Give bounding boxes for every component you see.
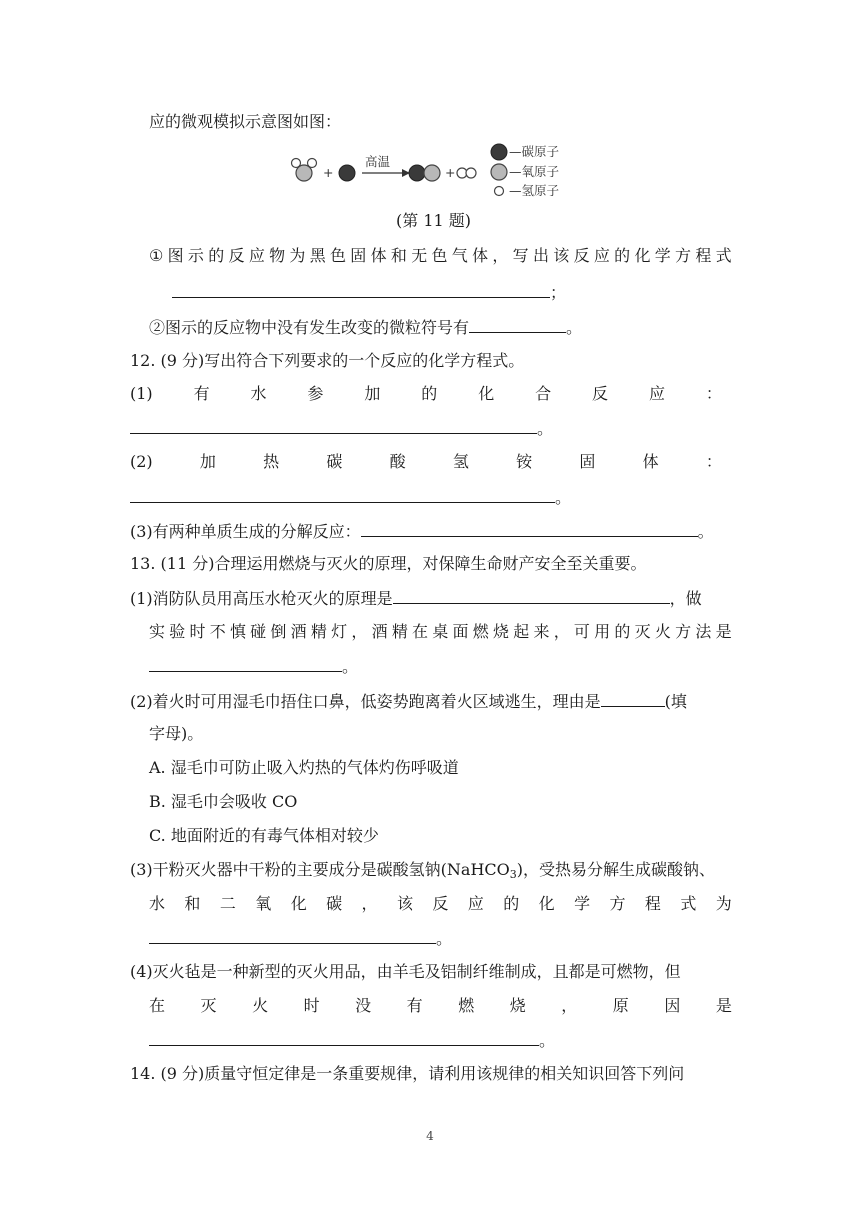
co-molecule-icon <box>409 165 440 181</box>
legend-oxygen-label: —氧原子 <box>509 164 560 179</box>
q11-item1-answer-line: ； <box>172 281 566 303</box>
water-molecule-icon <box>292 159 317 182</box>
q13-item4-line2: 在 灭 火 时 没 有 燃 烧 ， 原 因 是 <box>149 996 732 1015</box>
plus-sign-1: + <box>323 165 334 180</box>
q13-item3-line1: (3)干粉灭火器中干粉的主要成分是碳酸氢钠(NaHCO$_3$)，受热易分解生成碳酸钠、 <box>130 860 716 881</box>
q12-heading: 12. (9 分)写出符合下列要求的一个反应的化学方程式。 <box>130 351 525 370</box>
legend-carbon-icon <box>491 144 507 160</box>
q13-item1-line1: (1)消防队员用高压水枪灭火的原理是 ，做 <box>130 589 702 608</box>
q13-item4-answer-line: 。 <box>149 1029 555 1051</box>
plus-sign-2: + <box>445 165 456 180</box>
q13-answer-blank-5[interactable] <box>149 1029 539 1046</box>
legend-carbon-label: —碳原子 <box>509 144 560 159</box>
reaction-arrow-icon <box>362 169 410 177</box>
q13-answer-blank-1[interactable] <box>393 587 670 604</box>
carbon-atom-icon <box>339 165 355 181</box>
reaction-diagram <box>288 140 578 202</box>
q14-heading: 14. (9 分)质量守恒定律是一条重要规律，请利用该规律的相关知识回答下列问 <box>130 1064 685 1083</box>
q12-item1: (1) 有 水 参 加 的 化 合 反 应 ： <box>130 384 722 403</box>
q13-option-b: B. 湿毛巾会吸收 CO <box>149 792 298 811</box>
h2-molecule-icon <box>457 168 476 178</box>
q12-answer-blank-2[interactable] <box>130 486 555 503</box>
q13-item1-answer-line: 。 <box>149 655 358 677</box>
q13-item2-line1: (2)着火时可用湿毛巾捂住口鼻，低姿势跑离着火区域逃生，理由是 (填 <box>130 692 687 711</box>
page-number: 4 <box>426 1129 434 1143</box>
q11-answer-blank-2[interactable] <box>469 316 566 333</box>
legend-oxygen-icon <box>491 164 507 180</box>
diagram-caption: (第 11 题) <box>396 211 472 230</box>
q13-item3-line2: 水 和 二 氧 化 碳 ， 该 反 应 的 化 学 方 程 式 为 <box>149 894 732 913</box>
q13-item3-answer-line: 。 <box>149 927 452 949</box>
q13-answer-blank-2[interactable] <box>149 655 342 672</box>
q11-item2: ②图示的反应物中没有发生改变的微粒符号有 。 <box>149 318 583 337</box>
q13-heading: 13. (11 分)合理运用燃烧与灭火的原理，对保障生命财产安全至关重要。 <box>130 554 647 573</box>
q13-item2-line2: 字母)。 <box>149 724 204 743</box>
q12-item3: (3)有两种单质生成的分解反应： 。 <box>130 522 714 541</box>
q11-item1-line1: ① 图 示 的 反 应 物 为 黑 色 固 体 和 无 色 气 体 ， 写 出 该 反 应 的 化 学 方 程 式 <box>149 246 732 265</box>
q12-item2: (2) 加 热 碳 酸 氢 铵 固 体 ： <box>130 452 722 471</box>
q13-item4-line1: (4)灭火毡是一种新型的灭火用品，由羊毛及铝制纤维制成，且都是可燃物，但 <box>130 962 681 981</box>
q13-answer-blank-4[interactable] <box>149 927 436 944</box>
q13-answer-blank-3[interactable] <box>601 690 665 707</box>
q12-answer-blank-3[interactable] <box>361 520 698 537</box>
q13-option-c: C. 地面附近的有毒气体相对较少 <box>149 826 379 845</box>
q13-item1-line2: 实 验 时 不 慎 碰 倒 酒 精 灯 ， 酒 精 在 桌 面 燃 烧 起 来 ， 可 用 的 灭 火 方 法 是 <box>149 622 732 641</box>
legend-hydrogen-icon <box>495 187 504 196</box>
legend-hydrogen-label: —氢原子 <box>509 183 560 198</box>
q12-answer-blank-1[interactable] <box>130 417 537 434</box>
intro-line: 应的微观模拟示意图如图： <box>149 112 342 131</box>
q13-option-a: A. 湿毛巾可防止吸入灼热的气体灼伤呼吸道 <box>149 758 459 777</box>
q11-answer-blank-1[interactable] <box>172 281 550 298</box>
arrow-label: 高温 <box>365 154 391 169</box>
q12-item1-answer-line: 。 <box>130 417 553 439</box>
q12-item2-answer-line: 。 <box>130 486 571 508</box>
